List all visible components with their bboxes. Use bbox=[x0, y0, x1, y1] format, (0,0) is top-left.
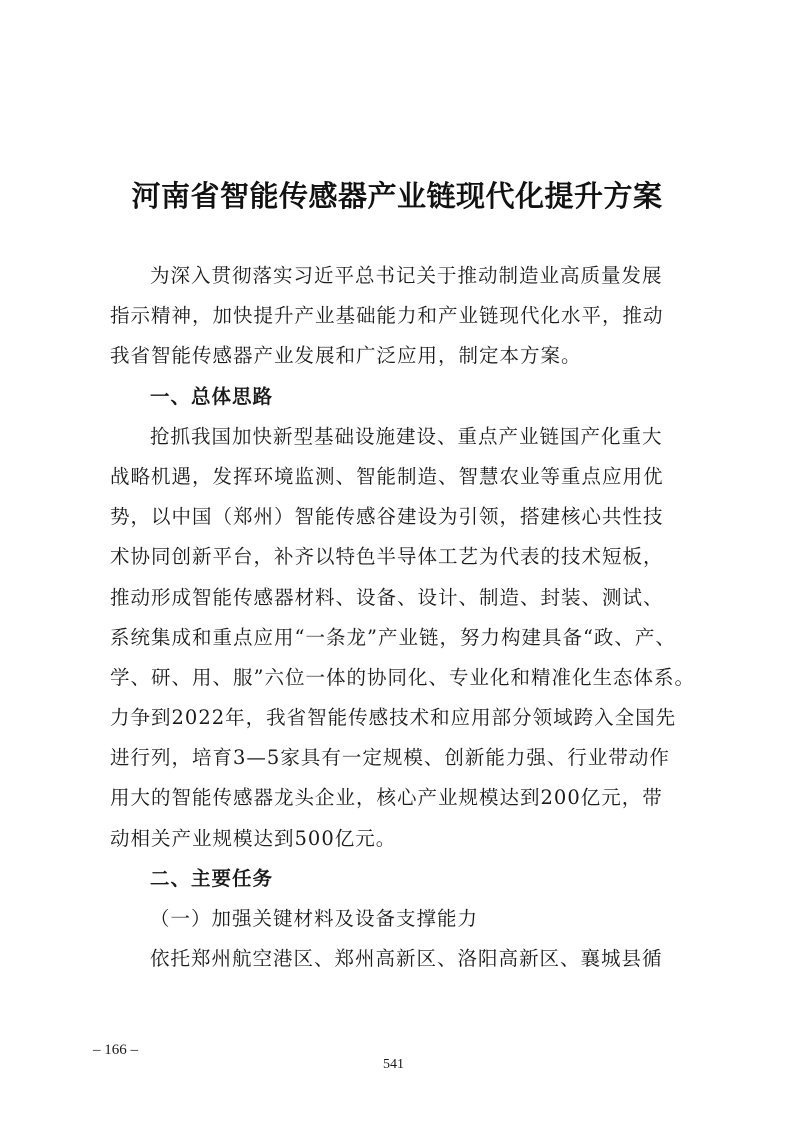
paragraph-line: 指示精神，加快提升产业基础能力和产业链现代化水平，推动 bbox=[110, 304, 664, 328]
section-heading: 一、总体思路 bbox=[150, 384, 274, 408]
paragraph-line: 动相关产业规模达到500亿元。 bbox=[110, 826, 397, 850]
paragraph-line: 战略机遇，发挥环境监测、智能制造、智慧农业等重点应用优 bbox=[110, 464, 664, 488]
document-title: 河南省智能传感器产业链现代化提升方案 bbox=[131, 179, 663, 213]
paragraph-line: 系统集成和重点应用“一条龙”产业链，努力构建具备“政、产、 bbox=[110, 625, 676, 649]
paragraph-line: 学、研、用、服”六位一体的协同化、专业化和精准化生态体系。 bbox=[110, 665, 695, 689]
document-body bbox=[110, 256, 695, 979]
section-heading: 二、主要任务 bbox=[150, 866, 274, 890]
paragraph-line: 我省智能传感器产业发展和广泛应用，制定本方案。 bbox=[110, 344, 582, 368]
page-number-center: 541 bbox=[383, 1057, 404, 1072]
paragraph-line: 势，以中国（郑州）智能传感谷建设为引领，搭建核心共性技 bbox=[110, 505, 664, 529]
paragraph-line: 力争到2022年，我省智能传感技术和应用部分领域跨入全国先 bbox=[110, 706, 677, 730]
paragraph-line: 术协同创新平台，补齐以特色半导体工艺为代表的技术短板， bbox=[110, 545, 664, 569]
paragraph-line: 依托郑州航空港区、郑州高新区、洛阳高新区、襄城县循 bbox=[150, 947, 663, 971]
paragraph-line: 进行列，培育3—5家具有一定规模、创新能力强、行业带动作 bbox=[110, 746, 670, 770]
paragraph-line: 抢抓我国加快新型基础设施建设、重点产业链国产化重大 bbox=[150, 424, 663, 448]
subsection-heading: （一）加强关键材料及设备支撑能力 bbox=[150, 907, 479, 930]
paragraph-line: 为深入贯彻落实习近平总书记关于推动制造业高质量发展 bbox=[150, 264, 663, 287]
paragraph-line: 用大的智能传感器龙头企业，核心产业规模达到200亿元，带 bbox=[110, 786, 663, 810]
page-number-left: – 166 – bbox=[93, 1042, 138, 1058]
paragraph-line: 推动形成智能传感器材料、设备、设计、制造、封装、测试、 bbox=[110, 585, 664, 609]
